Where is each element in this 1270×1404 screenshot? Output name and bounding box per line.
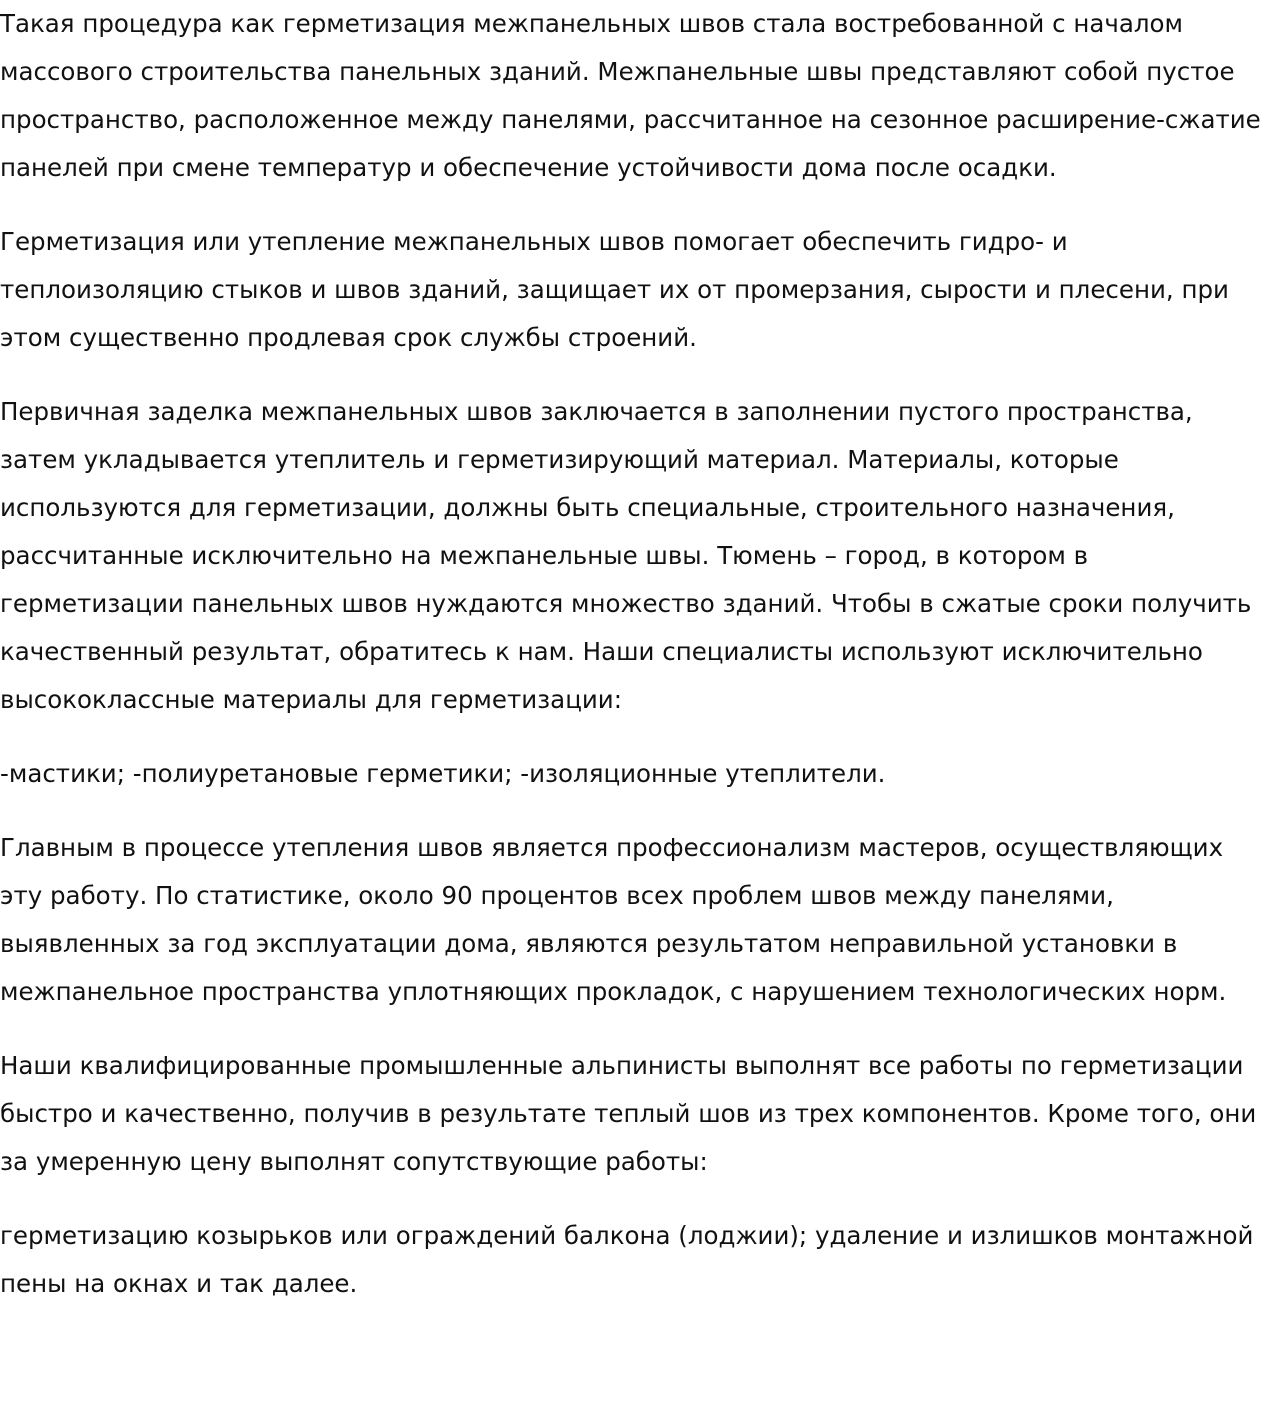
paragraph-climbers: Наши квалифицированные промышленные альпинисты выполнят все работы по герметизации быстро и качественно, получив в результате теплый шов из трех компонентов. Кроме того, они за умеренную цену выполнят сопутствующие работы: [0,1051,1257,1176]
paragraph-intro: Такая процедура как герметизация межпанельных швов стала востребованной с началом массового строительства панельных зданий. Межпанельные швы представляют собой пустое пространство, расположенное между панелями, рассчитанное на сезонное расширение-сжатие панелей при смене температур и обеспечение устойчивости дома после осадки. [0,9,1261,182]
paragraph-extra-works: герметизацию козырьков или ограждений балкона (лоджии); удаление и излишков монтажной пены на окнах и так далее. [0,1221,1254,1298]
paragraph-professionalism: Главным в процессе утепления швов является профессионализм мастеров, осуществляющих эту работу. По статистике, около 90 процентов всех проблем швов между панелями, выявленных за год эксплуатации дома, являются результатом неправильной установки в межпанельное пространства уплотняющих прокладок, с нарушением технологических норм. [0,833,1227,1006]
paragraph-process: Первичная заделка межпанельных швов заключается в заполнении пустого пространства, затем укладывается утеплитель и герметизирующий материал. Материалы, которые используются для герметизации, должны быть специальные, строительного назначения, рассчитанные исключительно на межпанельные швы. Тюмень – город, в котором в герметизации панельных швов нуждаются множество зданий. Чтобы в сжатые сроки получить качественный результат, обратитесь к нам. Наши специалисты используют исключительно высококлассные материалы для герметизации: [0,397,1252,714]
paragraph-benefits: Герметизация или утепление межпанельных швов помогает обеспечить гидро- и теплоизоляцию стыков и швов зданий, защищает их от промерзания, сырости и плесени, при этом существенно продлевая срок службы строений. [0,227,1229,352]
paragraph-materials-list: -мастики; -полиуретановые герметики; -изоляционные утеплители. [0,759,886,788]
